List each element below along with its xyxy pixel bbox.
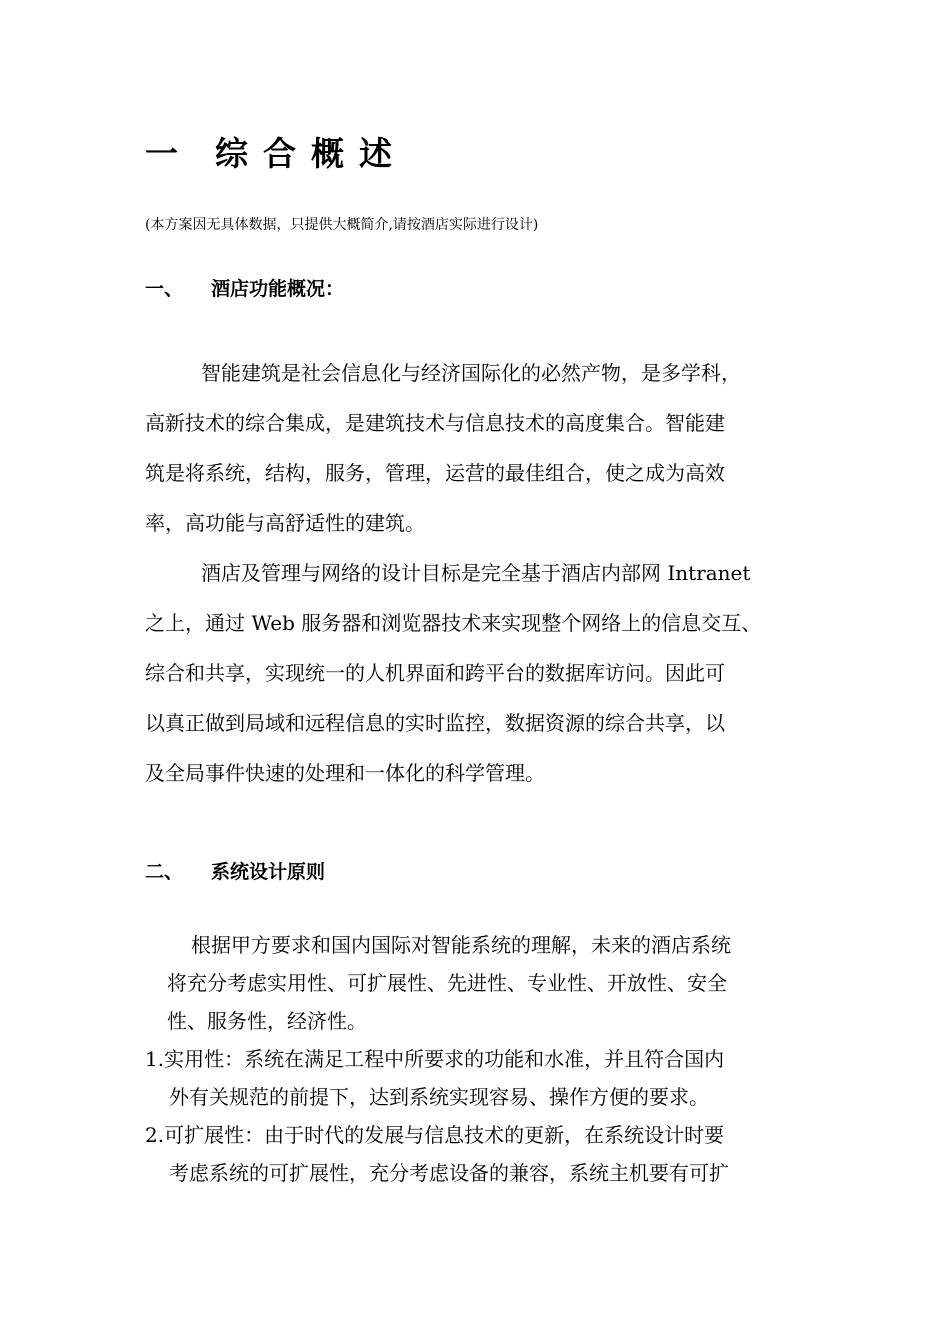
paragraph-line: 智能建筑是社会信息化与经济国际化的必然产物，是多学科，: [201, 361, 741, 385]
paragraph-line: 高新技术的综合集成，是建筑技术与信息技术的高度集合。智能建: [145, 411, 725, 435]
paragraph-line: 率，高功能与高舒适性的建筑。: [145, 511, 425, 535]
list-item: 1.实用性：系统在满足工程中所要求的功能和水准，并且符合国内: [145, 1047, 725, 1071]
title-number: 一: [145, 134, 180, 173]
list-item: 2.可扩展性：由于时代的发展与信息技术的更新，在系统设计时要: [145, 1123, 725, 1147]
section-1-title: 酒店功能概况：: [211, 278, 345, 300]
paragraph-line: 根据甲方要求和国内国际对智能系统的理解，未来的酒店系统: [191, 933, 731, 957]
section-2-title: 系统设计原则: [211, 861, 326, 883]
list-item-continuation: 考虑系统的可扩展性，充分考虑设备的兼容，系统主机要有可扩: [169, 1161, 729, 1185]
paragraph-line: 筑是将系统，结构，服务，管理，运营的最佳组合，使之成为高效: [145, 461, 725, 485]
list-item-continuation: 外有关规范的前提下，达到系统实现容易、操作方便的要求。: [169, 1085, 709, 1109]
paragraph-line: 酒店及管理与网络的设计目标是完全基于酒店内部网 Intranet: [201, 561, 751, 585]
section-1-heading: [145, 274, 344, 301]
section-2-number: 二、: [145, 861, 184, 883]
document-title: [145, 128, 407, 175]
paragraph-line: 以真正做到局域和远程信息的实时监控，数据资源的综合共享，以: [145, 711, 725, 735]
title-text: 综合概述: [215, 134, 407, 173]
section-1-number: 一、: [145, 278, 184, 300]
document-note: (本方案因无具体数据，只提供大概简介,请按酒店实际进行设计): [145, 217, 539, 233]
paragraph-line: 性、服务性，经济性。: [167, 1009, 367, 1033]
section-2-heading: [145, 857, 325, 884]
paragraph-line: 综合和共享，实现统一的人机界面和跨平台的数据库访问。因此可: [145, 661, 725, 685]
paragraph-line: 将充分考虑实用性、可扩展性、先进性、专业性、开放性、安全: [167, 971, 727, 995]
paragraph-line: 及全局事件快速的处理和一体化的科学管理。: [145, 761, 545, 785]
paragraph-line: 之上，通过 Web 服务器和浏览器技术来实现整个网络上的信息交互、: [145, 611, 762, 635]
